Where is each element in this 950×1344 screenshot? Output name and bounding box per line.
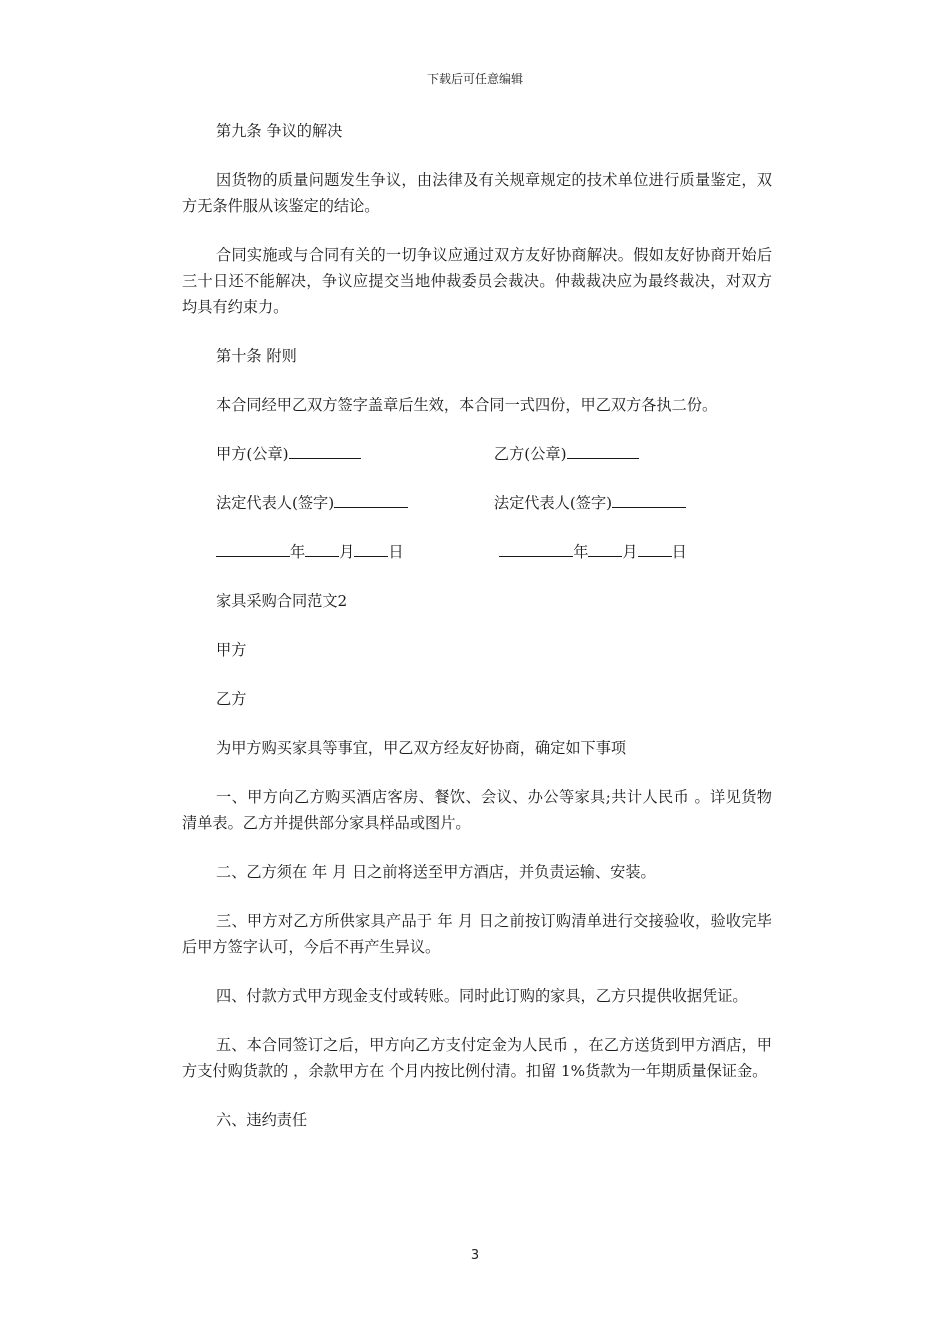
party-a-year-label: 年 — [290, 543, 306, 561]
party-b-month-label: 月 — [622, 543, 638, 561]
contract-2-party-a: 甲方 — [216, 641, 247, 659]
party-b-rep-blank — [612, 492, 686, 508]
contract-2-item-5: 五、本合同签订之后，甲方向乙方支付定金为人民币 ，在乙方送货到甲方酒店，甲方支付购货款的 ，余款甲方在 个月内按比例付清。扣留 1%货款为一年期质量保证金。 — [182, 1036, 772, 1080]
party-b-rep-field — [462, 490, 772, 516]
party-a-month-label: 月 — [339, 543, 355, 561]
party-a-day-blank — [354, 541, 388, 557]
party-a-rep-label: 法定代表人(签字) — [216, 494, 335, 512]
contract-2-party-b: 乙方 — [216, 690, 247, 708]
document-body — [182, 118, 772, 1156]
contract-2-item-1: 一、甲方向乙方购买酒店客房、餐饮、会议、办公等家具;共计人民币 。详见货物清单表。乙方并提供部分家具样品或图片。 — [182, 788, 772, 832]
party-a-rep-blank — [334, 492, 408, 508]
party-a-seal-field — [182, 441, 462, 467]
party-a-seal-label: 甲方(公章) — [216, 445, 289, 463]
contract-2-title: 家具采购合同范文2 — [216, 592, 348, 610]
party-a-seal-blank — [289, 443, 361, 459]
party-b-rep-label: 法定代表人(签字) — [493, 494, 613, 512]
party-b-seal-blank — [567, 443, 639, 459]
party-b-seal-label: 乙方(公章) — [493, 445, 567, 463]
party-a-month-blank — [305, 541, 339, 557]
page-header: 下载后可任意编辑 — [426, 72, 523, 86]
party-a-day-label: 日 — [388, 543, 404, 561]
party-b-year-label: 年 — [573, 543, 589, 561]
article-9-paragraph-1: 因货物的质量问题发生争议，由法律及有关规章规定的技术单位进行质量鉴定，双方无条件服从该鉴定的结论。 — [182, 171, 772, 215]
contract-2-item-6: 六、违约责任 — [216, 1111, 308, 1129]
article-10-title: 第十条 附则 — [216, 347, 297, 365]
seal-row — [182, 441, 772, 467]
article-10-paragraph-1: 本合同经甲乙双方签字盖章后生效，本合同一式四份，甲乙双方各执二份。 — [216, 396, 718, 414]
contract-2-item-2: 二、乙方须在 年 月 日之前将送至甲方酒店，并负责运输、安装。 — [216, 863, 656, 881]
party-b-day-blank — [638, 541, 672, 557]
representative-row — [182, 490, 772, 516]
date-row — [182, 539, 772, 565]
contract-2-item-3: 三、甲方对乙方所供家具产品于 年 月 日之前按订购清单进行交接验收，验收完毕后甲方签字认可，今后不再产生异议。 — [182, 912, 772, 956]
party-b-seal-field — [462, 441, 772, 467]
contract-2-intro: 为甲方购买家具等事宜，甲乙双方经友好协商，确定如下事项 — [216, 739, 627, 757]
party-a-rep-field — [182, 490, 462, 516]
party-b-date-field — [457, 539, 772, 565]
article-9-title: 第九条 争议的解决 — [216, 122, 343, 140]
party-b-day-label: 日 — [671, 543, 687, 561]
party-b-month-blank — [588, 541, 622, 557]
party-a-date-field — [182, 539, 457, 565]
contract-2-item-4: 四、付款方式甲方现金支付或转账。同时此订购的家具，乙方只提供收据凭证。 — [216, 987, 748, 1005]
article-9-paragraph-2: 合同实施或与合同有关的一切争议应通过双方友好协商解决。假如友好协商开始后三十日还不能解决，争议应提交当地仲裁委员会裁决。仲裁裁决应为最终裁决，对双方均具有约束力。 — [182, 246, 772, 316]
party-b-year-blank — [499, 541, 573, 557]
party-a-year-blank — [216, 541, 290, 557]
page-number: 3 — [470, 1248, 480, 1263]
